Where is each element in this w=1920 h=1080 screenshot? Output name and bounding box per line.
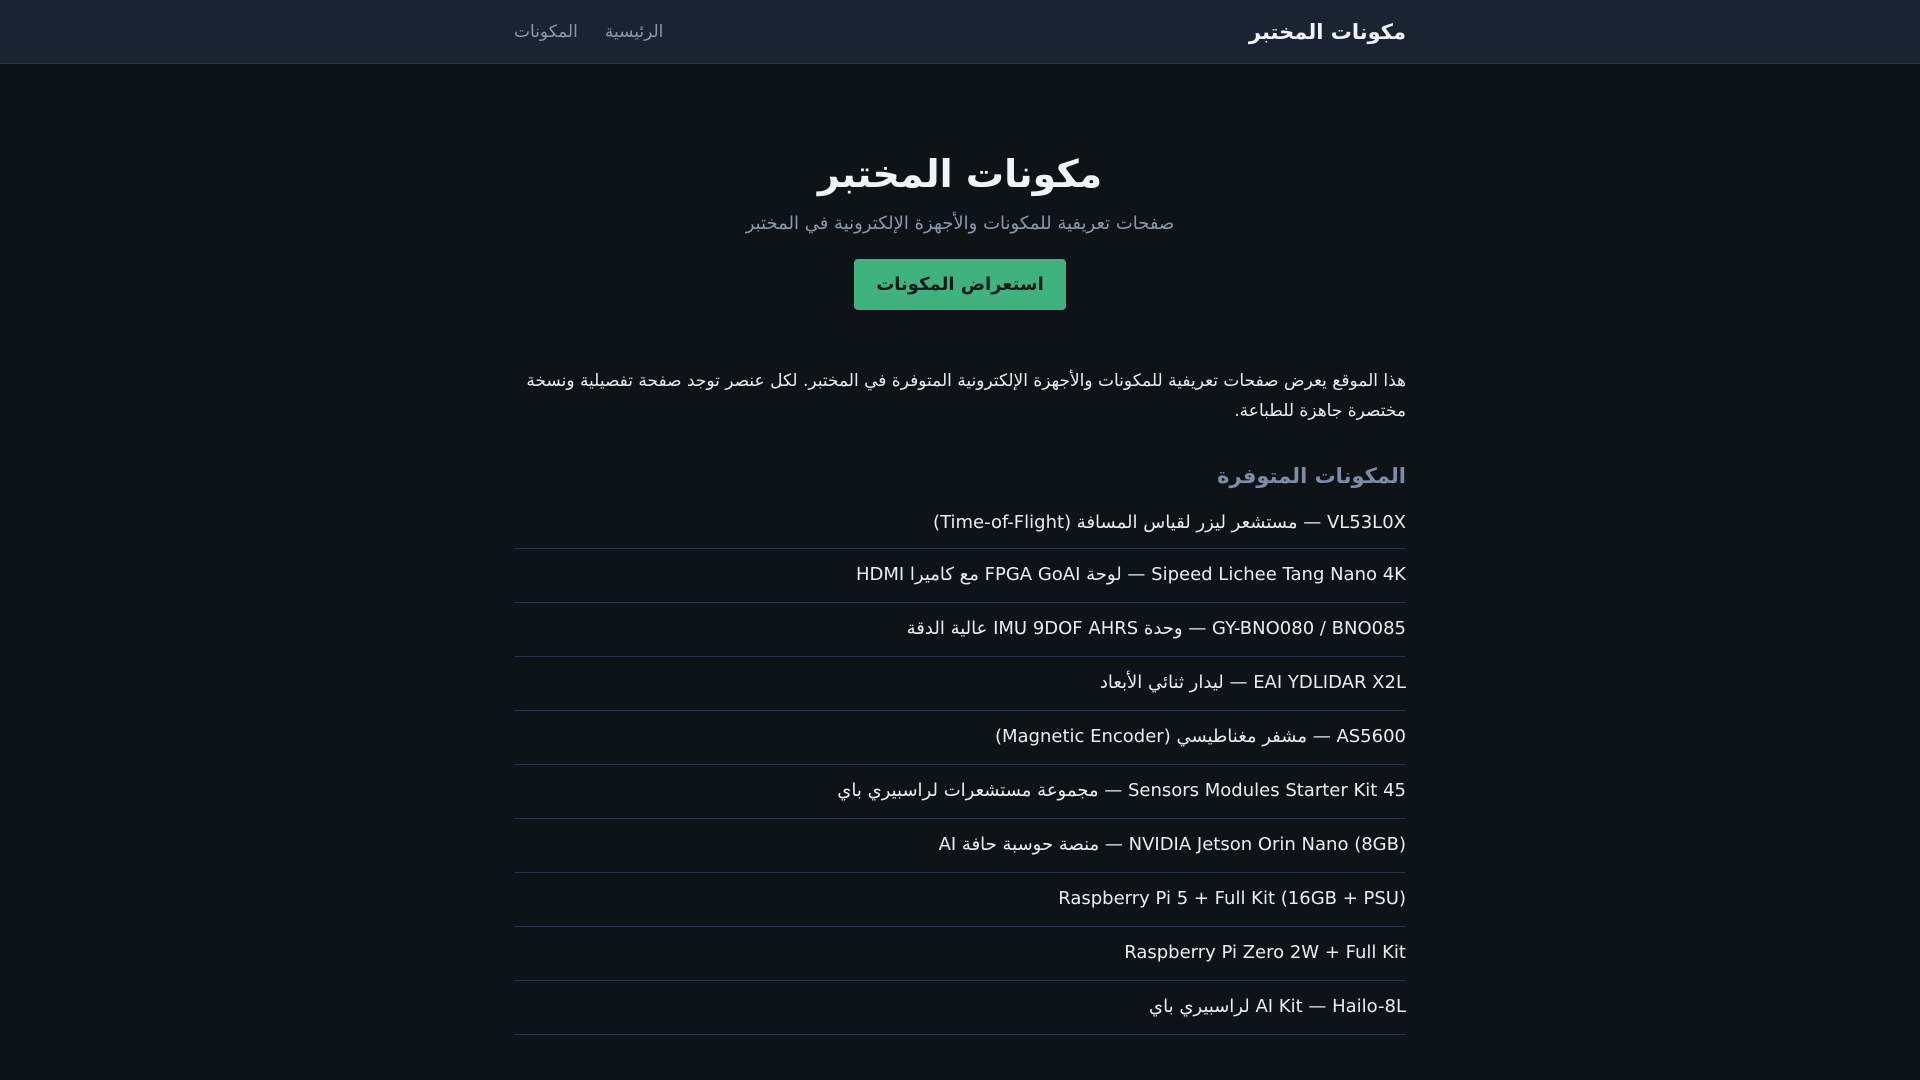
component-item[interactable]: EAI YDLIDAR X2L — ليدار ثنائي الأبعاد	[514, 657, 1406, 711]
nav-link-components[interactable]: المكونات	[514, 21, 578, 42]
navbar-inner	[514, 0, 1406, 63]
component-item[interactable]: 45 Sensors Modules Starter Kit — مجموعة مستشعرات لراسبيري باي	[514, 765, 1406, 819]
component-item[interactable]: AS5600 — مشفر مغناطيسي (Magnetic Encoder)	[514, 711, 1406, 765]
component-item[interactable]: GY-BNO080 / BNO085 — وحدة IMU 9DOF AHRS عالية الدقة	[514, 603, 1406, 657]
component-item[interactable]: Raspberry Pi 5 + Full Kit (16GB + PSU)	[514, 873, 1406, 927]
top-navbar	[0, 0, 1920, 64]
component-item[interactable]: NVIDIA Jetson Orin Nano (8GB) — منصة حوسبة حافة AI	[514, 819, 1406, 873]
component-item[interactable]: Raspberry Pi Zero 2W + Full Kit	[514, 927, 1406, 981]
intro-paragraph: هذا الموقع يعرض صفحات تعريفية للمكونات والأجهزة الإلكترونية المتوفرة في المختبر. لكل عنصر توجد صفحة تفصيلية ونسخة مختصرة جاهزة للطباعة.	[526, 370, 1406, 421]
component-item[interactable]: AI Kit — Hailo-8L لراسبيري باي	[514, 981, 1406, 1035]
page-title: مكونات المختبر	[817, 152, 1103, 196]
components-list	[514, 508, 1406, 1035]
hero-section	[514, 64, 1406, 310]
components-heading: المكونات المتوفرة	[1217, 463, 1406, 488]
page-subtitle: صفحات تعريفية للمكونات والأجهزة الإلكترونية في المختبر	[745, 213, 1175, 235]
nav-link-home[interactable]: الرئيسية	[604, 21, 664, 42]
component-item[interactable]: Sipeed Lichee Tang Nano 4K — لوحة FPGA GoAI مع كاميرا HDMI	[514, 549, 1406, 603]
main-nav	[514, 22, 663, 42]
site-title[interactable]: مكونات المختبر	[1248, 19, 1406, 44]
main-content	[514, 64, 1406, 1035]
component-item[interactable]: VL53L0X — مستشعر ليزر لقياس المسافة (Time-of-Flight)	[514, 508, 1406, 549]
browse-components-button[interactable]: استعراض المكونات	[854, 259, 1066, 310]
